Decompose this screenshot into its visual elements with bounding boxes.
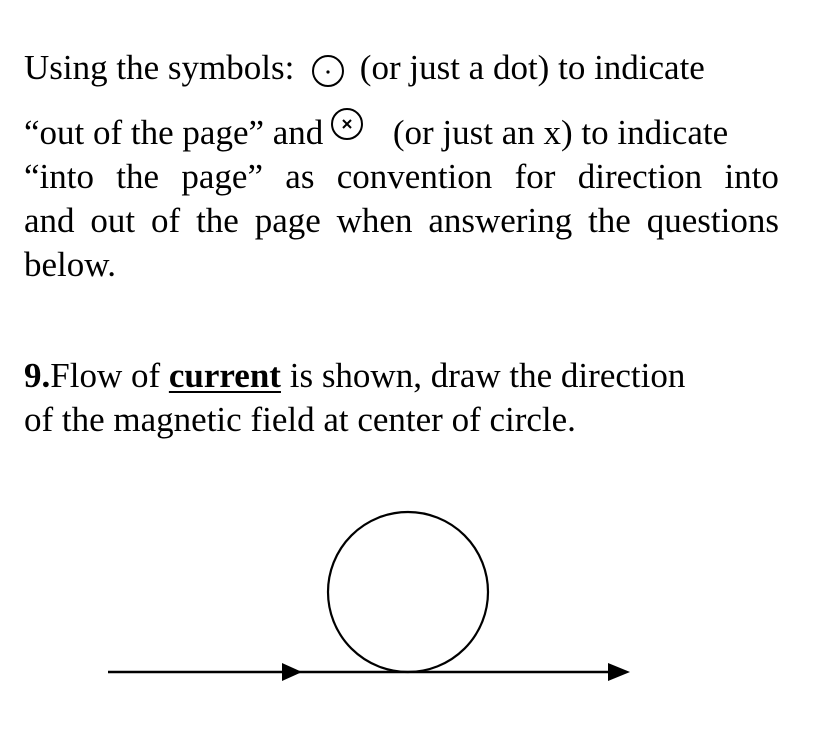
intro-word: as xyxy=(285,157,315,196)
question-keyword: current xyxy=(168,356,281,395)
intro-word: page” xyxy=(181,157,263,196)
intro-word: for xyxy=(514,157,556,196)
intro-word: into xyxy=(724,157,779,196)
question-number: 9. xyxy=(24,356,51,395)
current-arrow-right xyxy=(608,663,630,681)
intro-text: “out of the page” and xyxy=(24,113,324,152)
intro-word: “into xyxy=(24,157,94,196)
question-text: of the magnetic field at center of circle. xyxy=(24,400,576,439)
question-text: Flow of xyxy=(50,356,169,395)
intro-word: the xyxy=(196,201,239,240)
intro-word: of xyxy=(151,201,181,240)
question-text: is shown, draw the direction xyxy=(280,356,686,395)
intro-word: when xyxy=(336,201,413,240)
intro-word: page xyxy=(254,201,321,240)
intro-text: below. xyxy=(24,245,117,284)
intro-word: the xyxy=(116,157,160,196)
current-loop-circle xyxy=(328,512,488,672)
intro-word: direction xyxy=(577,157,703,196)
intro-word: and xyxy=(24,201,75,240)
intro-text: Using the symbols: xyxy=(24,48,295,87)
intro-text: (or just a dot) to indicate xyxy=(359,48,705,87)
intro-word: answering xyxy=(428,201,573,240)
intro-word: the xyxy=(588,201,631,240)
intro-word: questions xyxy=(646,201,779,240)
current-arrow-left xyxy=(282,663,302,681)
intro-word: convention xyxy=(336,157,493,196)
intro-word: out xyxy=(90,201,136,240)
intro-text: (or just an x) to indicate xyxy=(392,113,729,152)
